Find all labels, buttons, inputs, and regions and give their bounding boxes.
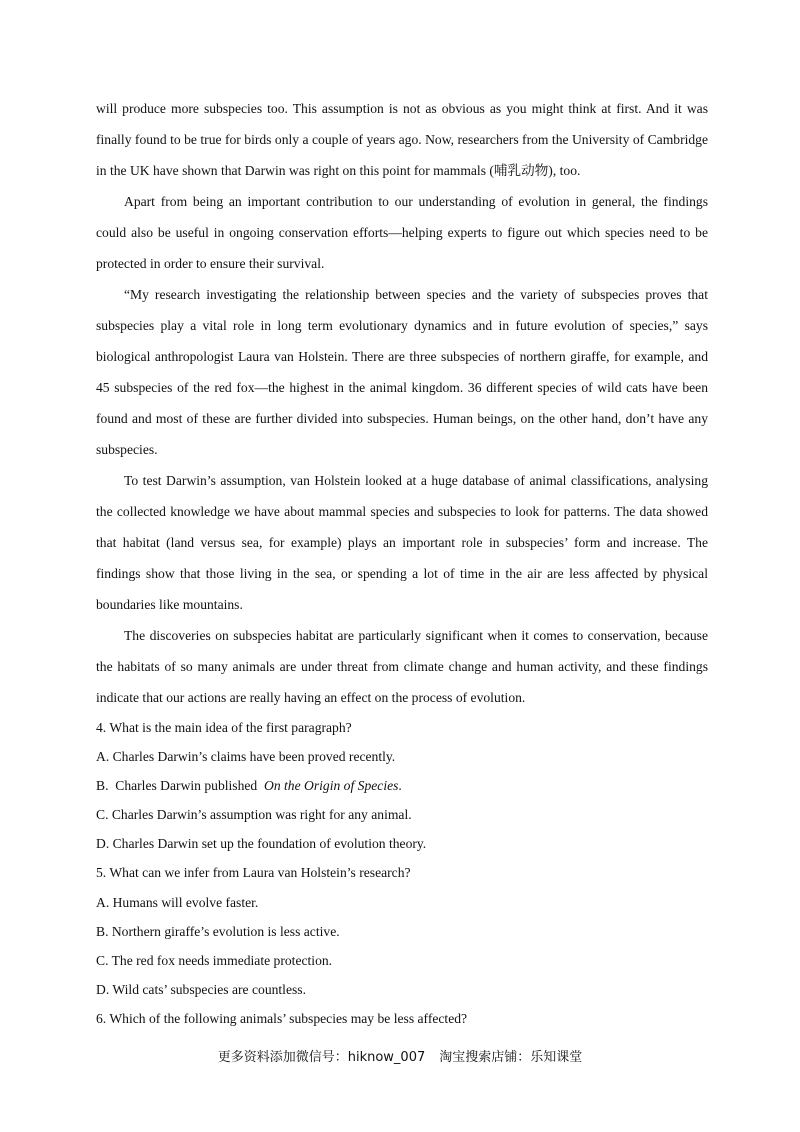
option-d: D. Charles Darwin set up the foundation of evolution theory.: [96, 836, 427, 852]
paragraph-2: Apart from being an important contribution to our understanding of evolution in general, the findings could also be useful in ongoing conservation efforts—helping experts to figure out which species need to be protected in order to ensure their survival.: [96, 194, 708, 271]
option-c: C. The red fox needs immediate protection.: [96, 952, 333, 968]
option-c: C. Charles Darwin’s assumption was right for any animal.: [96, 807, 412, 823]
option-a: A. Humans will evolve faster.: [96, 894, 259, 910]
book-title: On the Origin of Species: [264, 778, 399, 794]
paragraph-5: The discoveries on subspecies habitat are particularly significant when it comes to conservation, because the habitats of so many animals are under threat from climate change and human activity, and these findings indicate that our actions are really having an effect on the process of evolution.: [96, 628, 708, 705]
footer-watermark: [0, 1046, 800, 1065]
option-a: A. Charles Darwin’s claims have been proved recently.: [96, 749, 396, 765]
paragraph-3: “My research investigating the relationship between species and the variety of subspecies proves that subspecies play a vital role in long term evolutionary dynamics and in future evolution of species,” says biological anthropologist Laura van Holstein. There are three subspecies of northern giraffe, for example, and 45 subspecies of the red fox—the highest in the animal kingdom. 36 different species of wild cats have been found and most of these are further divided into subspecies. Human beings, on the other hand, don’t have any subspecies.: [96, 287, 708, 457]
question-stem: 5. What can we infer from Laura van Holstein’s research?: [96, 865, 411, 881]
paragraph-4: To test Darwin’s assumption, van Holstein looked at a huge database of animal classifications, analysing the collected knowledge we have about mammal species and subspecies to look for patterns. The data showed that habitat (land versus sea, for example) plays an important role in subspecies’ form and increase. The findings show that those living in the sea, or spending a lot of time in the air are less affected by physical boundaries like mountains.: [96, 473, 708, 612]
option-b: [96, 771, 708, 800]
paragraph-1: will produce more subspecies too. This assumption is not as obvious as you might think at first. And it was finally found to be true for birds only a couple of years ago. Now, researchers from the University of Cambridge in the UK have shown that Darwin was right on this point for mammals (哺乳动物), too.: [96, 101, 708, 178]
footer-shop: 淘宝搜索店铺：乐知课堂: [439, 1050, 583, 1065]
option-b: B. Northern giraffe’s evolution is less active.: [96, 923, 340, 939]
option-b-suffix: .: [398, 778, 402, 794]
option-d: D. Wild cats’ subspecies are countless.: [96, 981, 306, 997]
document-body: [96, 93, 708, 1033]
option-b-prefix: B. Charles Darwin published: [96, 778, 265, 794]
question-stem: 4. What is the main idea of the first paragraph?: [96, 720, 352, 735]
question-stem: 6. Which of the following animals’ subspecies may be less affected?: [96, 1010, 468, 1026]
question-5: [96, 858, 708, 1003]
passage: [96, 93, 708, 713]
question-4: [96, 713, 708, 858]
footer-contact: 更多资料添加微信号：hiknow_007: [217, 1050, 426, 1065]
question-6: [96, 1004, 708, 1033]
